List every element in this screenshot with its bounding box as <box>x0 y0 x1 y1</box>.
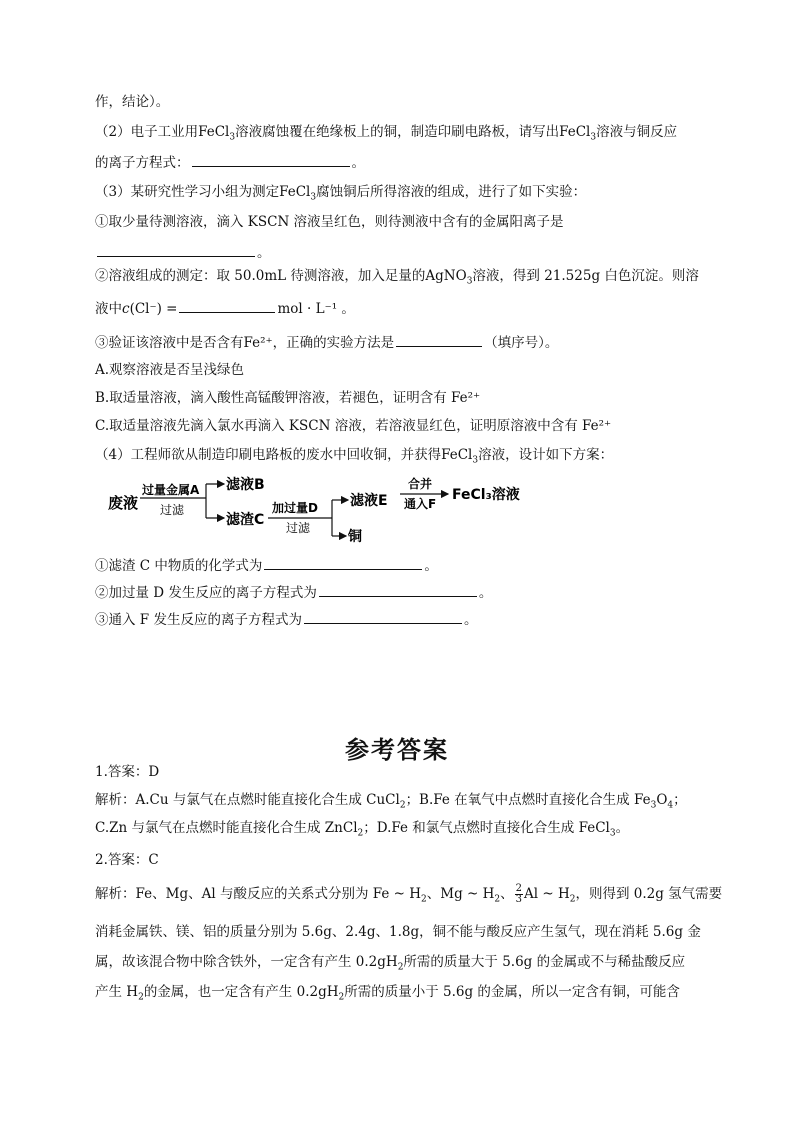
text-line: 作，结论）。 <box>95 94 170 110</box>
flow-residue-c: 滤渣C <box>226 512 265 528</box>
question-3-1-answer-line: 。 <box>95 242 271 263</box>
question-2-line: （2）电子工业用FeCl$_3$溶液腐蚀覆在绝缘板上的铜，制造印刷电路板，请写出FeCl$_3$溶液与铜反应 <box>95 124 678 143</box>
question-3-2-line: ②溶液组成的测定：取 50.0mL 待测溶液，加入足量的AgNO$_3$溶液，得到 21.525g 白色沉淀。则溶 <box>95 268 699 287</box>
answer-2: 2.答案：C <box>95 852 159 868</box>
question-4-3-line: ③通入 F 发生反应的离子方程式为 。 <box>95 609 477 630</box>
answer-2-explanation-2: 消耗金属铁、镁、铝的质量分别为 5.6g、2.4g、1.8g，铜不能与酸反应产生氢气，现在消耗 5.6g 金 <box>95 924 701 940</box>
answer-blank[interactable] <box>304 609 462 624</box>
process-flow-diagram <box>100 470 540 550</box>
answer-2-explanation: 解析：Fe、Mg、Al 与酸反应的关系式分别为 Fe ~ $H_2$、Mg ~ $H_2$、 $\frac{2}{3}$ Al ~ $H_2$，则得到 0.2g 氢气需要 <box>95 883 723 905</box>
flow-filtrate-b: 滤液B <box>226 477 265 493</box>
flow-copper: 铜 <box>348 529 362 545</box>
answer-1: 1.答案：D <box>95 764 160 780</box>
option-b: B.取适量溶液，滴入酸性高锰酸钾溶液，若褪色，证明含有 Fe²⁺ <box>95 390 481 406</box>
answer-blank[interactable] <box>97 242 255 257</box>
flow-step3-top: 合并 <box>408 477 433 491</box>
question-2-answer-line: 的离子方程式： 。 <box>95 152 365 173</box>
answer-1-explanation: 解析：A.Cu 与氯气在点燃时能直接化合生成 CuCl$_2$；B.Fe 在氧气中点燃时直接化合生成 $Fe_3O_4$； <box>95 792 687 811</box>
question-4-1-line: ①滤渣 C 中物质的化学式为 。 <box>95 555 438 576</box>
flow-product: FeCl₃溶液 <box>452 487 520 503</box>
answer-2-explanation-3: 属，故该混合物中除含铁外，一定含有产生 $0.2gH_2$所需的质量大于 5.6g 的金属或不与稀盐酸反应 <box>95 954 686 973</box>
question-3-2-answer-line: 液中c(Cl⁻) = mol · L⁻¹ 。 <box>95 298 355 319</box>
flow-waste: 废液 <box>108 494 139 512</box>
question-3-1-line: ①取少量待测溶液，滴入 KSCN 溶液呈红色，则待测液中含有的金属阳离子是 <box>95 214 564 230</box>
flow-step3-bottom: 通入F <box>404 497 437 511</box>
answer-blank[interactable] <box>396 332 482 347</box>
flow-step1-bottom: 过滤 <box>160 503 185 517</box>
fraction: $\frac{2}{3}$ <box>515 883 523 905</box>
question-3-line: （3）某研究性学习小组为测定FeCl$_3$腐蚀铜后所得溶液的组成，进行了如下实验： <box>95 184 587 203</box>
answer-blank[interactable] <box>264 555 422 570</box>
answer-blank[interactable] <box>319 582 477 597</box>
flow-filtrate-e: 滤液E <box>350 493 388 509</box>
answer-1-explanation-cont: C.Zn 与氯气在点燃时能直接化合生成 ZnCl$_2$；D.Fe 和氯气点燃时直接化合生成 FeCl$_3$。 <box>95 820 630 839</box>
answers-title: 参考答案 <box>345 736 449 764</box>
question-4-line: （4）工程师欲从制造印刷电路板的废水中回收铜，并获得FeCl$_3$溶液，设计如下方案： <box>95 447 614 466</box>
answer-blank[interactable] <box>192 152 350 167</box>
flow-step1-top: 过量金属A <box>142 483 200 497</box>
option-a: A.观察溶液是否呈浅绿色 <box>95 362 245 378</box>
flow-step2-top: 加过量D <box>272 501 318 515</box>
option-c: C.取适量溶液先滴入氯水再滴入 KSCN 溶液，若溶液显红色，证明原溶液中含有 Fe²⁺ <box>95 418 612 434</box>
answer-2-explanation-4: 产生 $H_2$的金属，也一定含有产生 $0.2gH_2$所需的质量小于 5.6g 的金属，所以一定含有铜，可能含 <box>95 984 680 1003</box>
question-4-2-line: ②加过量 D 发生反应的离子方程式为 。 <box>95 582 492 603</box>
answer-blank[interactable] <box>179 298 275 313</box>
flow-step2-bottom: 过滤 <box>286 521 311 535</box>
question-3-3-line: ③验证该溶液中是否含有Fe²⁺，正确的实验方法是 （填序号）。 <box>95 332 558 353</box>
